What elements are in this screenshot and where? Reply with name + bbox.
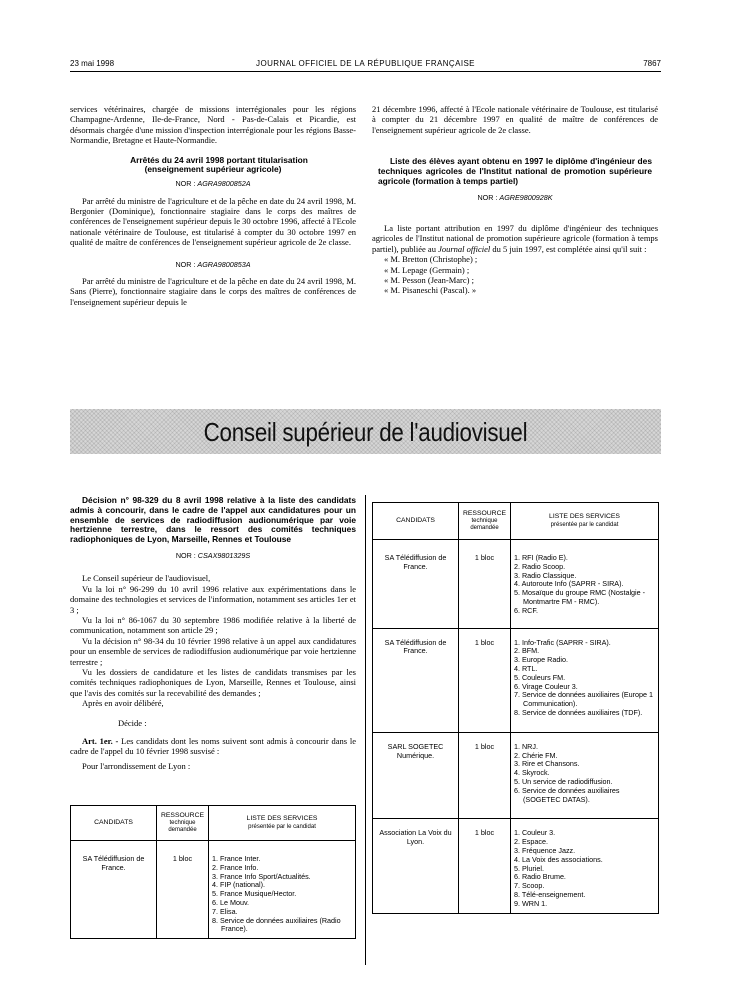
list-item: 5. Mosaïque du groupe RMC (Nostalgie - Montmartre FM - RMC). xyxy=(514,588,646,606)
services-cell xyxy=(209,841,356,939)
col-header-liste xyxy=(511,503,659,540)
nor-label: NOR : xyxy=(175,550,196,560)
nor-line-2 xyxy=(70,260,356,270)
nor-label: NOR : xyxy=(175,179,196,189)
list-item: 4. La Voix des associations. xyxy=(514,854,603,864)
col-header-liste xyxy=(209,806,356,841)
liste-sub: présentée par le candidat xyxy=(550,521,619,528)
list-item: 2. Espace. xyxy=(514,837,548,847)
table-row xyxy=(373,540,659,629)
list-item: 4. Skyrock. xyxy=(514,768,550,778)
list-item: 2. BFM. xyxy=(514,646,540,656)
list-item: 5. Couleurs FM. xyxy=(514,672,566,682)
col-header-ressource xyxy=(459,503,511,540)
ressource-sub: technique demandée xyxy=(168,820,197,834)
list-item: « M. Pesson (Jean-Marc) ; xyxy=(384,275,474,286)
nor-line-3 xyxy=(372,193,658,203)
list-item: 3. Fréquence Jazz. xyxy=(514,845,576,855)
list-item: 2. Chérie FM. xyxy=(514,750,558,760)
list-item: 8. Télé-enseignement. xyxy=(514,889,586,899)
candidat-cell: Association La Voix du Lyon. xyxy=(373,819,459,913)
decide-line: Décide : xyxy=(118,717,147,728)
column-divider xyxy=(365,495,366,965)
visa-paragraph: Vu la décision n° 98-34 du 10 février 1998 relative à un appel aux candidatures pour un ensemble de services de radiodiffusion audionumérique par voie hertzienne terrestre ; xyxy=(70,635,356,667)
list-item: 1. NRJ. xyxy=(514,741,538,751)
list-item: 5. Pluriel. xyxy=(514,863,544,873)
list-item: 1. France Inter. xyxy=(212,854,261,863)
list-item: 3. Radio Classique. xyxy=(514,570,577,580)
section-banner xyxy=(70,409,661,454)
nor-code: AGRA9800852A xyxy=(197,179,251,189)
list-item: 6. Service de données auxiliaires (SOGETEC DATAS). xyxy=(514,785,620,804)
list-item: 3. Europe Radio. xyxy=(514,655,568,665)
list-item: « M. Lepage (Germain) ; xyxy=(384,264,470,275)
col-header-candidats: CANDIDATS xyxy=(373,503,459,540)
article-1 xyxy=(70,736,356,757)
banner-title: Conseil supérieur de l'audiovisuel xyxy=(203,417,528,447)
liste-paragraph xyxy=(372,223,658,254)
list-item: 2. Radio Scoop. xyxy=(514,561,566,571)
decision-title: Décision n° 98-329 du 8 avril 1998 relative à la liste des candidats admis à concourir, dans le cadre de l'appel aux candidatures pour un ensemble de services de radiodiffusion audionumérique par voie hertzienne terrestre, dans le ressort des comités techniques radiophoniques de Lyon, Marseille, Rennes et Toulouse xyxy=(70,495,356,545)
liste-text-b: du 5 juin 1997, est complétée ainsi qu'il suit : xyxy=(490,243,647,254)
article-label: Art. 1er. - xyxy=(82,736,119,747)
lyon-table-right xyxy=(372,502,659,914)
list-item: « M. Pisaneschi (Pascal). » xyxy=(384,285,477,296)
header-rule xyxy=(70,71,661,72)
list-item: 2. France Info. xyxy=(212,862,259,872)
candidat-cell: SA Télédiffusion de France. xyxy=(373,628,459,732)
candidat-cell: SA Télédiffusion de France. xyxy=(373,540,459,629)
table-row xyxy=(71,841,356,939)
list-item: 7. Elisa. xyxy=(212,906,238,916)
services-cell xyxy=(511,819,659,913)
candidat-cell: SARL SOGETEC Numérique. xyxy=(373,732,459,819)
list-item: 3. Rire et Chansons. xyxy=(514,759,580,769)
list-item: 6. Virage Couleur 3. xyxy=(514,681,578,691)
ressource-cell: 1 bloc xyxy=(157,841,209,939)
liste-eleves-title: Liste des élèves ayant obtenu en 1997 le diplôme d'ingénieur des techniques agricoles de l'Institut national de promotion supérieure agricole (formation à temps partiel) xyxy=(378,156,652,186)
nor-code: CSAX9801329S xyxy=(197,550,251,560)
list-item: 9. WRN 1. xyxy=(514,898,548,908)
header-page-number: 7867 xyxy=(643,59,661,68)
table-row xyxy=(373,819,659,913)
header-date: 23 mai 1998 xyxy=(70,59,115,68)
list-item: 8. Service de données auxiliaires (Radio France). xyxy=(212,915,341,934)
services-cell xyxy=(511,732,659,819)
lyon-table-left xyxy=(70,805,356,939)
journal-officiel-italic: Journal officiel xyxy=(438,243,491,254)
list-item: 7. Service de données auxiliaires (Europe 1 Communication). xyxy=(514,690,654,709)
list-item: « M. Bretton (Christophe) ; xyxy=(384,254,478,265)
list-item: 6. RCF. xyxy=(514,605,538,615)
lyon-line: Pour l'arrondissement de Lyon : xyxy=(82,760,191,771)
list-item: 4. RTL. xyxy=(514,663,538,673)
candidat-cell: SA Télédiffusion de France. xyxy=(71,841,157,939)
top-left-column xyxy=(70,104,356,307)
list-item: 6. Radio Brume. xyxy=(514,872,566,882)
list-item: 5. Un service de radiodiffusion. xyxy=(514,776,613,786)
header-journal-title: JOURNAL OFFICIEL DE LA RÉPUBLIQUE FRANÇAISE xyxy=(256,59,475,68)
ressource-label: RESSOURCE xyxy=(462,509,507,517)
ressource-cell: 1 bloc xyxy=(459,628,511,732)
nor-label: NOR : xyxy=(175,259,196,269)
list-item: 1. Info-Trafic (SAPRR - SIRA). xyxy=(514,637,611,647)
bottom-left-column xyxy=(70,496,356,771)
list-item: 7. Scoop. xyxy=(514,881,545,891)
list-item: 3. France Info Sport/Actualités. xyxy=(212,871,311,881)
visa-paragraph: Vu les dossiers de candidature et les listes de candidats transmises par les comités techniques radiophoniques de Lyon, Marseille, Rennes et Toulouse, ainsi que l'avis des comités sur la recevabilité des demandes ; xyxy=(70,667,356,698)
nor-label: NOR : xyxy=(477,192,498,202)
table-row xyxy=(373,732,659,819)
visa-paragraph: Vu la loi n° 96-299 du 10 avril 1996 relative aux expérimentations dans le domaine des technologies et services de l'information, notamment ses articles 1er et 3 ; xyxy=(70,583,356,615)
list-item: 8. Service de données auxiliaires (TDF). xyxy=(514,707,643,717)
services-cell xyxy=(511,628,659,732)
arrete-paragraph-2: Par arrêté du ministre de l'agriculture et de la pêche en date du 24 avril 1998, M. Sans (Pierre), fonctionnaire stagiaire dans le corps des maîtres de conférences de l'enseignement supérieur depuis le xyxy=(70,276,356,307)
nor-code: AGRA9800853A xyxy=(197,259,251,269)
nor-line-4 xyxy=(70,551,356,561)
names-list xyxy=(372,254,658,296)
list-item: 5. France Musique/Hector. xyxy=(212,889,297,899)
visa-paragraph: Le Conseil supérieur de l'audiovisuel, xyxy=(82,573,211,584)
arrete-paragraph-1: Par arrêté du ministre de l'agriculture et de la pêche en date du 24 avril 1998, M. Bergonier (Dominique), fonctionnaire stagiaire dans le corps des maîtres de conférences de l'enseignement supérieur depuis le 30 octobre 1996, affecté à l'Ecole nationale vétérinaire de Toulouse, est titularisé à compter du 30 octobre 1997 en qualité de maître de conférences de l'enseignement supérieur agricole de 2e classe. xyxy=(70,195,356,248)
article-text: Les candidats dont les noms suivent sont admis à concourir dans le cadre de l'appel du 10 février 1998 susvisé : xyxy=(70,736,356,757)
visa-paragraph: Vu la loi n° 86-1067 du 30 septembre 1986 modifiée relative à la liberté de communication, notamment son article 29 ; xyxy=(70,615,356,636)
liste-text-a: La liste portant attribution en 1997 du diplôme d'ingénieur des techniques agricoles de l'Institut national de promotion supérieure agricole (formation à temps partiel), publiée au xyxy=(372,223,658,254)
liste-sub: présentée par le candidat xyxy=(248,823,316,830)
col-header-candidats: CANDIDATS xyxy=(71,806,157,841)
services-cell xyxy=(511,540,659,629)
table-row xyxy=(373,628,659,732)
list-item: 1. RFI (Radio E). xyxy=(514,553,568,562)
nor-line-1 xyxy=(70,179,356,189)
visa-paragraph: Après en avoir délibéré, xyxy=(82,698,164,709)
list-item: 4. FIP (national). xyxy=(212,880,266,890)
liste-label: LISTE DES SERVICES xyxy=(549,513,620,521)
list-item: 1. Couleur 3. xyxy=(514,828,556,838)
top-right-column xyxy=(372,104,658,296)
intro-paragraph: services vétérinaires, chargée de missions interrégionales pour les régions Champagne-Ardenne, Ile-de-France, Nord - Pas-de-Calais et Picardie, est désormais chargée d'une mission d'inspection interrégionale pour les régions Basse-Normandie, Bretagne et Haute-Normandie. xyxy=(70,104,356,146)
nor-code: AGRE9800928K xyxy=(499,192,553,202)
continuation-paragraph: 21 décembre 1996, affecté à l'Ecole nationale vétérinaire de Toulouse, est titularisé à compter du 21 décembre 1997 en qualité de maître de conférences de l'enseignement supérieur agricole de 2e classe. xyxy=(372,104,658,135)
ressource-cell: 1 bloc xyxy=(459,819,511,913)
arretes-title: Arrêtés du 24 avril 1998 portant titularisation (enseignement supérieur agricole) xyxy=(130,154,308,175)
list-item: 4. Autoroute Info (SAPRR - SIRA). xyxy=(514,579,624,589)
list-item: 6. Le Mouv. xyxy=(212,897,250,907)
ressource-cell: 1 bloc xyxy=(459,732,511,819)
page-header xyxy=(70,59,661,71)
ressource-label: RESSOURCE xyxy=(160,811,205,819)
ressource-cell: 1 bloc xyxy=(459,540,511,629)
liste-label: LISTE DES SERVICES xyxy=(246,815,318,823)
ressource-sub: technique demandée xyxy=(470,518,499,532)
col-header-ressource xyxy=(157,806,209,841)
